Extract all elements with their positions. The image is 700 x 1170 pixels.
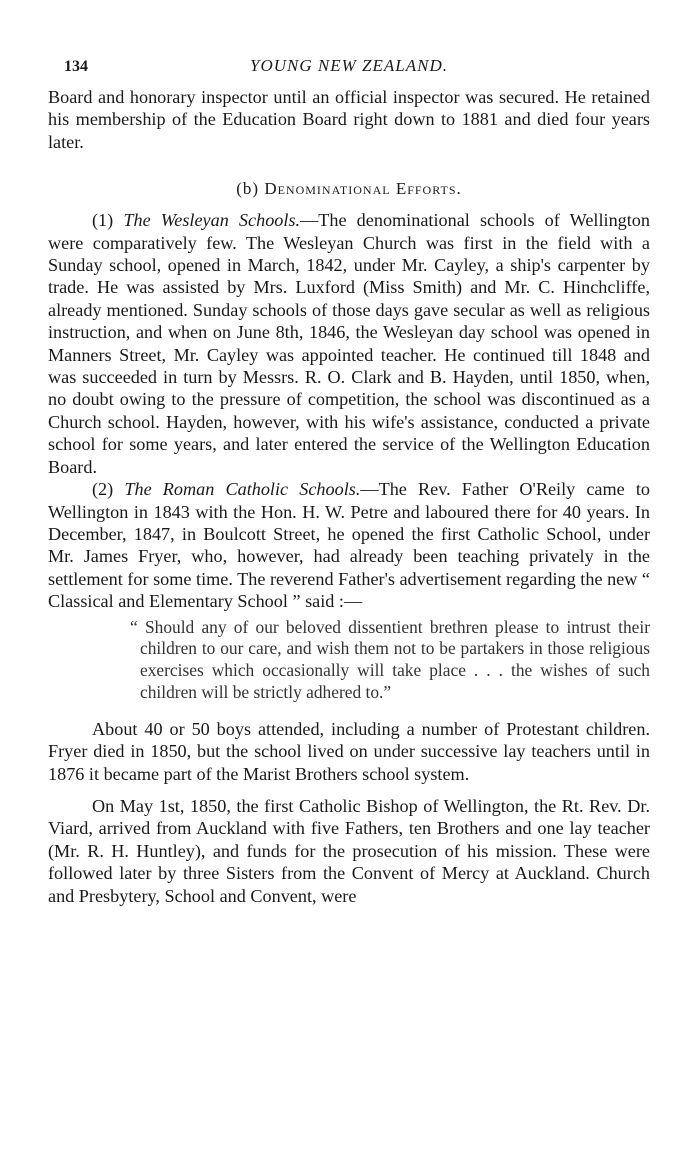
wesleyan-title: The Wesleyan Schools. (123, 210, 301, 231)
running-title: YOUNG NEW ZEALAND. (250, 56, 448, 75)
book-page (48, 52, 650, 907)
page-number: 134 (64, 58, 88, 75)
bishop-paragraph: On May 1st, 1850, the first Catholic Bishop of Wellington, the Rt. Rev. Dr. Viard, arrived from Auckland with five Fathers, ten Brothers and one lay teacher (Mr. R. H. Huntley), and funds for the prosecution of his mission. These were followed later by three Sisters from the Convent of Mercy at Auckland. Church and Presbytery, School and Convent, were (48, 795, 650, 906)
catholic-title: The Roman Catholic Schools. (124, 479, 361, 500)
section-heading-text: Denominational Efforts. (264, 179, 462, 199)
wesleyan-paragraph (48, 209, 650, 478)
section-heading (48, 179, 650, 199)
wesleyan-number: (1) (92, 210, 114, 231)
advertisement-quote: “ Should any of our beloved dissentient brethren please to intrust their children to our care, and wish them not to be partakers in those religious exercises which occasionally will take place . . . the wishes of such children will be strictly adhered to.” (130, 616, 650, 702)
attendance-paragraph: About 40 or 50 boys attended, including a number of Protestant children. Fryer died in 1850, but the school lived on under successive lay teachers until in 1876 it became part of the Marist Brothers school system. (48, 718, 650, 784)
wesleyan-text: —The denominational schools of Wellington were comparatively few. The Wesleyan Church was first in the field with a Sunday school, opened in March, 1842, under Mr. Cayley, a ship's carpenter by trade. He was assisted by Mrs. Luxford (Miss Smith) and Mr. C. Hinchcliffe, already mentioned. Sunday schools of those days gave secular as well as religious instruction, and when on June 8th, 1846, the Wesleyan day school was opened in Manners Street, Mr. Cayley was appointed teacher. He continued till 1848 and was succeeded in turn by Messrs. R. O. Clark and B. Hayden, until 1850, when, no doubt owing to the pressure of competition, the school was discontinued as a Church school. Hayden, however, with his wife's assistance, conducted a private school for some years, and later entered the service of the Wellington Education Board. (48, 210, 650, 477)
catholic-number: (2) (92, 479, 114, 500)
section-heading-prefix: (b) (236, 179, 260, 199)
catholic-paragraph (48, 478, 650, 612)
running-head (48, 52, 650, 86)
catholic-text: —The Rev. Father O'Reily came to Wellington in 1843 with the Hon. H. W. Petre and laboured there for 40 years. In December, 1847, in Boulcott Street, he opened the first Catholic School, under Mr. James Fryer, who, however, had already been teaching privately in the settlement for some time. The reverend Father's advertisement regarding the new “ Classical and Elementary School ” said :— (48, 479, 651, 612)
intro-paragraph: Board and honorary inspector until an official inspector was secured. He retained his membership of the Education Board right down to 1881 and died four years later. (48, 87, 650, 152)
